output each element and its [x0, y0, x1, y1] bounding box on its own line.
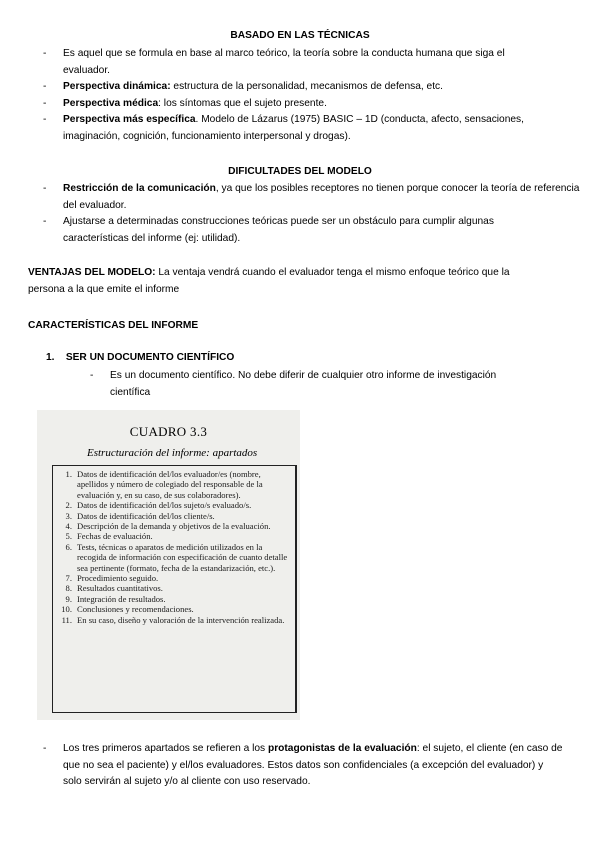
cuadro-row: 6. Tests, técnicas o aparatos de medición utilizados en la recogida de información con especificación de cuanto detalle sea pertinente (formato, fecha de la estandarización, etc.).	[65, 541, 288, 573]
ventajas-paragraph	[28, 265, 548, 298]
cuadro-row: 9. Integración de resultados.	[65, 593, 166, 604]
ventajas-text: La ventaja vendrá cuando el evaluador tenga el mismo enfoque teórico que la persona a la que emite el informe	[28, 267, 510, 295]
tecnicas-list	[43, 46, 580, 145]
cuadro-row: 11. En su caso, diseño y valoración de la intervención realizada.	[61, 614, 285, 625]
item-heading-documento-cientifico	[46, 350, 234, 367]
dash-bullet: -	[43, 97, 47, 109]
item-title: SER UN DOCUMENTO CIENTÍFICO	[65, 352, 235, 363]
list-item: - Ajustarse a determinadas construcciones teóricas puede ser un obstáculo para cumplir algunas características del informe (ej: utilidad).	[43, 216, 494, 244]
section-title-dificultades: DIFICULTADES DEL MODELO	[228, 166, 372, 177]
cuadro-title: CUADRO 3.3	[129, 424, 208, 439]
cuadro-image	[37, 410, 300, 720]
list-item: - Restricción de la comunicación, ya que los posibles receptores no tienen porque conocer la teoría de referencia del evaluador.	[43, 183, 580, 211]
cuadro-row: 4. Descripción de la demanda y objetivos de la evaluación.	[65, 521, 271, 532]
item-number: 1.	[46, 352, 55, 363]
ventajas-label: VENTAJAS DEL MODELO:	[28, 267, 156, 278]
dash-bullet: -	[43, 81, 47, 92]
dash-bullet: -	[43, 183, 47, 194]
list-item: - Los tres primeros apartados se refieren a los protagonistas de la evaluación: el sujeto, el cliente (en caso de que no sea el paciente) y el/los evaluadores. Estos datos son confidenciales (a excepción del evaluador) y solo servirán al sujeto y/o al cliente con uso reservado.	[43, 743, 563, 787]
list-item: - Perspectiva más específica. Modelo de Lázarus (1975) BASIC – 1D (conducta, afecto, sensaciones, imaginación, cognición, funcionamiento interpersonal y drogas).	[43, 114, 524, 142]
cuadro-list	[53, 466, 295, 625]
cuadro-row: 3. Datos de identificación del/los cliente/s.	[65, 510, 215, 521]
cuadro-row: 1. Datos de identificación del/los evaluador/es (nombre, apellidos y número de colegiado del responsable de la evaluación y, en su caso, de sus colaboradores).	[65, 469, 263, 500]
list-item: - Es un documento científico. No debe diferir de cualquier otro informe de investigación científica	[90, 370, 497, 398]
cuadro-subtitle: Estructuración del informe: apartados	[87, 447, 258, 459]
list-item: - Perspectiva médica: los síntomas que el sujeto presente.	[43, 96, 580, 113]
dash-bullet: -	[43, 48, 47, 59]
dificultades-list	[43, 181, 580, 247]
cuadro-row: 5. Fechas de evaluación.	[65, 531, 153, 542]
cuadro-row: 8. Resultados cuantitativos.	[65, 583, 163, 594]
list-item: - Es aquel que se formula en base al marco teórico, la teoría sobre la conducta humana que siga el evaluador.	[43, 48, 505, 76]
documento-cientifico-list	[90, 368, 510, 401]
section-title-tecnicas: BASADO EN LAS TÉCNICAS	[230, 30, 370, 41]
protagonistas-list	[43, 741, 563, 791]
dash-bullet: -	[43, 743, 47, 754]
cuadro-row: 10. Conclusiones y recomendaciones.	[61, 604, 194, 615]
cuadro-row: 7. Procedimiento seguido.	[65, 573, 159, 584]
cuadro-table	[52, 465, 297, 713]
dash-bullet: -	[43, 114, 47, 125]
dash-bullet: -	[43, 216, 47, 227]
cuadro-row: 2. Datos de identificación del/los sujeto/s evaluado/s.	[65, 500, 252, 511]
section-title-caracteristicas: CARACTERÍSTICAS DEL INFORME	[28, 320, 199, 331]
dash-bullet: -	[90, 370, 94, 381]
list-item: - Perspectiva dinámica: estructura de la personalidad, mecanismos de defensa, etc.	[43, 79, 580, 96]
